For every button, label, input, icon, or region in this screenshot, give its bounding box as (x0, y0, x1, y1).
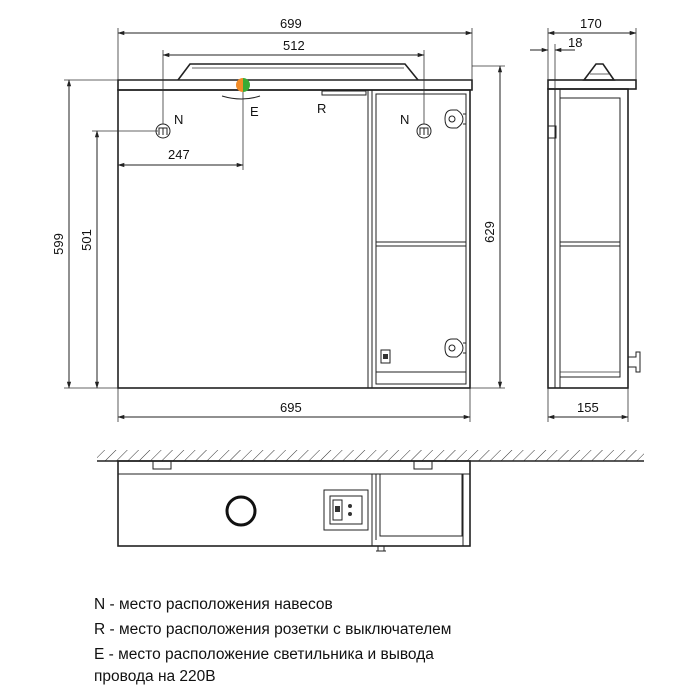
side-view (530, 16, 640, 422)
dim-depth: 170 (580, 16, 602, 31)
dim-cabinet-depth: 155 (577, 400, 599, 415)
front-view (51, 16, 505, 422)
hanger-right-icon (417, 124, 431, 138)
dim-overall-width: 699 (280, 16, 302, 31)
front-cabinet-body (118, 90, 470, 388)
lamp-e-icon (222, 78, 260, 99)
marker-e: E (250, 104, 259, 119)
dim-overall-height: 599 (51, 233, 66, 255)
legend-key-n: N (94, 596, 106, 613)
legend-key-r: R (94, 621, 106, 638)
dim-bottom-width: 695 (280, 400, 302, 415)
legend-text-e: - место расположение светильника и вывода провода на 220В (94, 646, 434, 685)
dim-right-height: 629 (482, 221, 497, 243)
dim-light-offset: 247 (168, 147, 190, 162)
hinge-bottom-icon (445, 339, 466, 357)
front-lamp-housing (178, 64, 418, 80)
top-lamp-circle (227, 497, 255, 525)
wall-hatch (97, 450, 644, 461)
legend-text-n: - место расположения навесов (105, 596, 333, 613)
top-hanger-right (414, 461, 432, 469)
dim-hanger-height: 501 (79, 229, 94, 251)
legend-row-e (94, 644, 654, 688)
side-lamp (584, 64, 614, 80)
side-inner (560, 98, 620, 377)
top-view (97, 450, 644, 551)
dim-hanger-spacing: 512 (283, 38, 305, 53)
marker-n-left: N (174, 112, 184, 127)
legend-row-r (94, 619, 654, 641)
marker-n-right: N (400, 112, 410, 127)
top-hanger-left (153, 461, 171, 469)
legend-key-e: E (94, 646, 105, 663)
socket-r-slot (322, 91, 366, 95)
top-shelf-box (380, 474, 462, 536)
dim-top-offset: 18 (568, 35, 583, 50)
hinge-top-icon (445, 110, 466, 128)
side-top-crown (548, 80, 636, 89)
marker-r: R (317, 101, 327, 116)
legend-row-n (94, 594, 654, 616)
top-socket-switch-icon (324, 490, 368, 530)
hanger-left-icon (156, 124, 170, 138)
legend-text-r: - место расположения розетки с выключателем (105, 621, 452, 638)
front-top-crown (118, 80, 472, 90)
legend (94, 594, 654, 688)
side-handle-icon (628, 352, 640, 372)
